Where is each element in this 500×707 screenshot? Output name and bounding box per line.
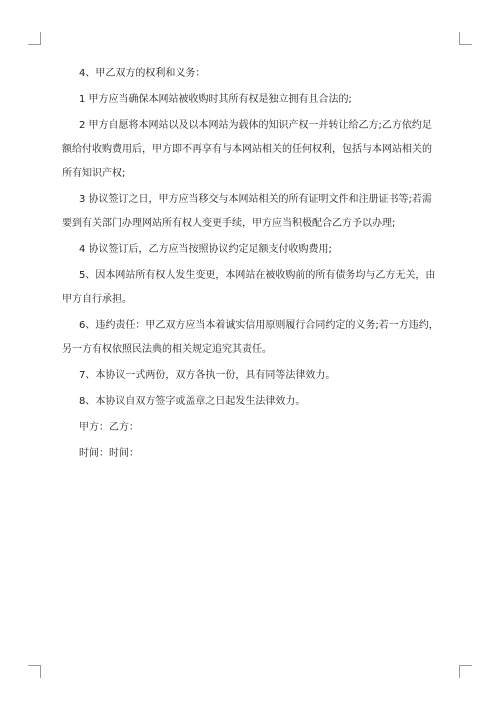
clause-debts: 5、因本网站所有权人发生变更，本网站在被收购前的所有债务均与乙方无关，由甲方自行承担。	[62, 270, 436, 305]
section-heading-rights: 4、甲乙双方的权利和义务：	[79, 68, 206, 79]
signature-dates: 时间：时间：	[79, 448, 139, 459]
signature-parties: 甲方：乙方：	[79, 422, 139, 433]
document-body	[62, 62, 440, 468]
clause-effective-date: 8、本协议自双方签字或盖章之日起发生法律效力。	[79, 396, 306, 407]
clause-copies: 7、本协议一式两份，双方各执一份，具有同等法律效力。	[79, 370, 336, 381]
crop-mark-top-left	[28, 32, 41, 45]
crop-mark-bottom-left	[28, 665, 41, 678]
clause-document-handover: 3 协议签订之日，甲方应当移交与本网站相关的所有证明文件和注册证书等;若需要到有关部门办理网站所有权人变更手续，甲方应当积极配合乙方予以办理;	[62, 194, 432, 229]
clause-ip-transfer: 2 甲方自愿将本网站以及以本网站为载体的知识产权一并转让给乙方;乙方依约足额给付收购费用后，甲方即不再享有与本网站相关的任何权利，包括与本网站相关的所有知识产权;	[62, 120, 432, 179]
clause-ownership: 1 甲方应当确保本网站被收购时其所有权是独立拥有且合法的;	[79, 94, 352, 105]
clause-breach: 6、违约责任：甲乙双方应当本着诚实信用原则履行合同约定的义务;若一方违约，另一方有权依照民法典的相关规定追究其责任。	[62, 320, 439, 355]
clause-payment: 4 协议签订后，乙方应当按照协议约定足额支付收购费用;	[79, 244, 332, 255]
crop-mark-bottom-right	[459, 665, 472, 678]
crop-mark-top-right	[459, 32, 472, 45]
